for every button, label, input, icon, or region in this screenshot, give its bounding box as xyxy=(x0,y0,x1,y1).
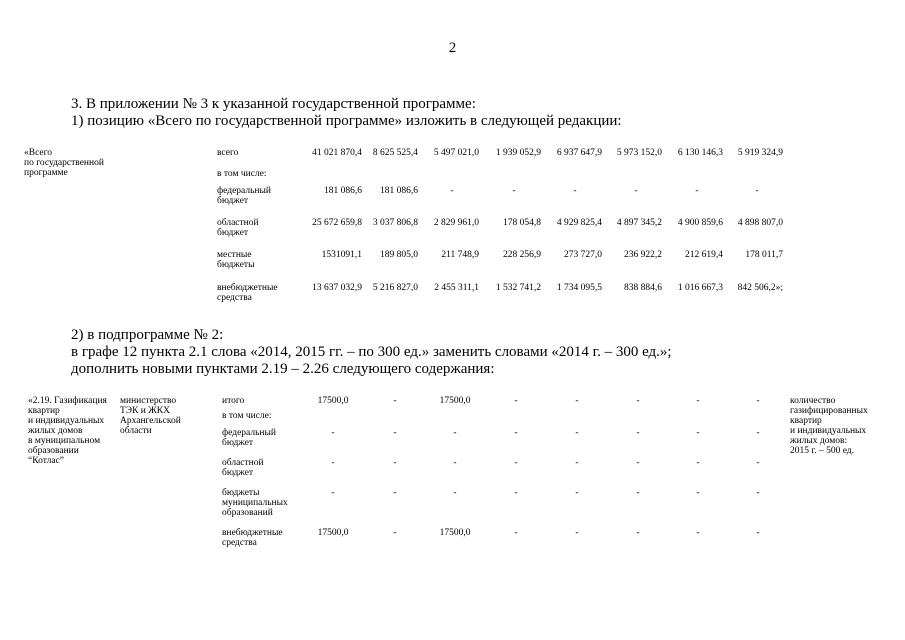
table1-cell: 228 256,9 xyxy=(503,250,541,260)
table2-cell: 17500,0 xyxy=(439,396,471,406)
table1-cell: 842 506,2»; xyxy=(737,283,783,293)
table2-cell: - xyxy=(636,528,640,538)
table1-cell: 211 748,9 xyxy=(441,250,479,260)
intro-line-2: 1) позицию «Всего по государственной программе» изложить в следующей редакции: xyxy=(71,113,622,129)
table2-row-label: итого xyxy=(222,396,245,406)
table1-cell: 4 900 859,6 xyxy=(677,218,723,228)
table2-cell: - xyxy=(514,488,518,498)
table2-cell: - xyxy=(331,458,335,468)
section2-line-3: дополнить новыми пунктами 2.19 – 2.26 следующего содержания: xyxy=(71,361,495,377)
table1-cell: - xyxy=(634,186,638,196)
table2-cell: - xyxy=(696,488,700,498)
table1-row-label: местные бюджеты xyxy=(217,250,255,270)
table2-cell: - xyxy=(575,428,579,438)
table2-cell: - xyxy=(636,396,640,406)
table2-cell: - xyxy=(756,428,760,438)
table2-row-label: в том числе: xyxy=(222,411,272,421)
table1-cell: 178 011,7 xyxy=(745,250,783,260)
table1-cell: 5 216 827,0 xyxy=(372,283,418,293)
table2-row-label: федеральный бюджет xyxy=(222,428,276,448)
table1-row-label: внебюджетные средства xyxy=(217,283,278,303)
table2-cell: 17500,0 xyxy=(317,528,349,538)
table1-cell: 4 929 825,4 xyxy=(556,218,602,228)
table1-cell: 189 805,0 xyxy=(380,250,418,260)
table1-cell: 1 939 052,9 xyxy=(495,148,541,158)
table2-cell: - xyxy=(514,458,518,468)
table2-row-label: областной бюджет xyxy=(222,458,264,478)
table1-cell: 5 919 324,9 xyxy=(737,148,783,158)
table1-cell: 212 619,4 xyxy=(685,250,723,260)
table2-row-label: бюджеты муниципальных образований xyxy=(222,488,288,518)
table1-row-label: в том числе: xyxy=(217,169,267,179)
table2-cell: - xyxy=(756,458,760,468)
table1-cell: 5 497 021,0 xyxy=(433,148,479,158)
table1-row-label: федеральный бюджет xyxy=(217,186,271,206)
table2-cell: - xyxy=(514,396,518,406)
table1-cell: 1 016 667,3 xyxy=(677,283,723,293)
table2-cell: - xyxy=(696,458,700,468)
table2-cell: - xyxy=(453,458,457,468)
table1-cell: 1 734 095,5 xyxy=(556,283,602,293)
table2-row-label: внебюджетные средства xyxy=(222,528,283,548)
table1-cell: 6 937 647,9 xyxy=(556,148,602,158)
table2-cell: - xyxy=(575,458,579,468)
table1-cell: 1531091,1 xyxy=(321,250,362,260)
table2-cell: - xyxy=(331,428,335,438)
page-number: 2 xyxy=(448,40,457,56)
table2-cell: - xyxy=(453,428,457,438)
table2-cell: - xyxy=(756,528,760,538)
table1-cell: 13 637 032,9 xyxy=(312,283,362,293)
table1-cell: 1 532 741,2 xyxy=(495,283,541,293)
table2-cell: - xyxy=(575,528,579,538)
table2-cell: 17500,0 xyxy=(439,528,471,538)
table2-cell: - xyxy=(575,488,579,498)
table1-cell: 25 672 659,8 xyxy=(312,218,362,228)
table1-cell: - xyxy=(573,186,577,196)
section2-line-1: 2) в подпрограмме № 2: xyxy=(71,327,224,343)
table1-cell: - xyxy=(755,186,759,196)
table1-cell: 6 130 146,3 xyxy=(677,148,723,158)
table1-cell: 41 021 870,4 xyxy=(312,148,362,158)
table1-cell: - xyxy=(695,186,699,196)
table1-cell: 178 054,8 xyxy=(503,218,541,228)
table2-executor: министерство ТЭК и ЖКХ Архангельской области xyxy=(120,396,181,436)
table1-cell: 3 037 806,8 xyxy=(372,218,418,228)
table2-cell: - xyxy=(331,488,335,498)
table1-cell: 4 897 345,2 xyxy=(616,218,662,228)
table1-title: «Всего по государственной программе xyxy=(24,148,104,178)
table2-cell: - xyxy=(575,396,579,406)
table1-cell: - xyxy=(450,186,454,196)
intro-line-1: 3. В приложении № 3 к указанной государственной программе: xyxy=(71,96,476,112)
table2-cell: - xyxy=(514,428,518,438)
table2-item-name: «2.19. Газификация квартир и индивидуальных жилых домов в муниципальном образовании “Котлас” xyxy=(28,396,107,466)
table1-row-label: всего xyxy=(217,148,239,158)
table2-cell: - xyxy=(393,396,397,406)
table2-indicator: количество газифицированных квартир и индивидуальных жилых домов: 2015 г. – 500 ед. xyxy=(790,396,868,456)
table2-cell: - xyxy=(393,488,397,498)
table1-cell: 8 625 525,4 xyxy=(372,148,418,158)
table2-cell: - xyxy=(696,396,700,406)
table1-cell: 5 973 152,0 xyxy=(616,148,662,158)
section2-line-2: в графе 12 пункта 2.1 слова «2014, 2015 гг. – по 300 ед.» заменить словами «2014 г. – 300 ед.»; xyxy=(71,344,672,360)
table1-cell: 4 898 807,0 xyxy=(737,218,783,228)
table2-cell: - xyxy=(636,458,640,468)
table2-cell: - xyxy=(756,488,760,498)
table2-cell: - xyxy=(393,458,397,468)
table2-cell: - xyxy=(696,428,700,438)
table2-cell: - xyxy=(393,428,397,438)
table2-cell: - xyxy=(636,488,640,498)
table1-cell: 838 884,6 xyxy=(624,283,662,293)
table2-cell: - xyxy=(756,396,760,406)
table2-cell: - xyxy=(453,488,457,498)
table1-row-label: областной бюджет xyxy=(217,218,259,238)
table2-cell: - xyxy=(514,528,518,538)
table1-cell: 181 086,6 xyxy=(324,186,362,196)
table2-cell: - xyxy=(696,528,700,538)
table2-cell: - xyxy=(636,428,640,438)
table2-cell: - xyxy=(393,528,397,538)
table1-cell: 2 455 311,1 xyxy=(434,283,479,293)
table1-cell: 273 727,0 xyxy=(564,250,602,260)
table2-cell: 17500,0 xyxy=(317,396,349,406)
table1-cell: 181 086,6 xyxy=(380,186,418,196)
table1-cell: - xyxy=(512,186,516,196)
table1-cell: 236 922,2 xyxy=(624,250,662,260)
table1-cell: 2 829 961,0 xyxy=(433,218,479,228)
